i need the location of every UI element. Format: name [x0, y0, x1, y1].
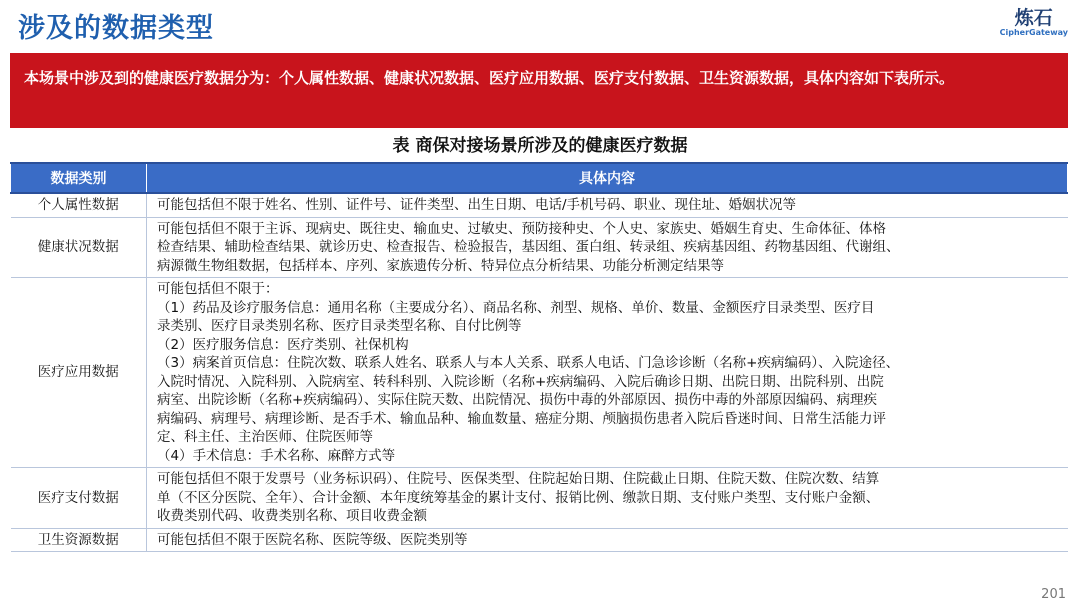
- company-logo: [1000, 8, 1068, 38]
- content-line: 定、科主任、主治医师、住院医师等: [157, 429, 373, 445]
- row-category: 医疗支付数据: [11, 468, 147, 529]
- content-line: 可能包括但不限于医院名称、医院等级、医院类别等: [157, 531, 468, 548]
- content-line: 病室、出院诊断（名称+疾病编码）、实际住院天数、出院情况、损伤中毒的外部原因、损伤中毒的外部原因编码、病理疾: [157, 392, 878, 408]
- table-header-row: [11, 163, 1068, 193]
- content-line: 可能包括但不限于姓名、性别、证件号、证件类型、出生日期、电话/手机号码、职业、现住址、婚姻状况等: [157, 197, 797, 213]
- content-line: 可能包括但不限于：: [157, 281, 279, 297]
- content-line: （4）手术信息：手术名称、麻醉方式等: [157, 447, 396, 464]
- table-row: [11, 217, 1068, 278]
- content-line: 病源微生物组数据，包括样本、序列、家族遗传分析、特异位点分析结果、功能分析测定结果等: [157, 257, 724, 274]
- data-table: [10, 162, 1068, 552]
- table-row: [11, 468, 1068, 529]
- logo-text-en: CipherGateway: [999, 28, 1068, 37]
- content-line: 可能包括但不限于主诉、现病史、既往史、输血史、过敏史、预防接种史、个人史、家族史、婚姻生育史、生命体征、体格: [157, 220, 886, 237]
- content-line: （2）医疗服务信息：医疗类别、社保机构: [157, 336, 409, 353]
- table-caption: 表 商保对接场景所涉及的健康医疗数据: [392, 136, 688, 156]
- content-line: 可能包括但不限于发票号（业务标识码）、住院号、医保类型、住院起始日期、住院截止日期、住院天数、住院次数、结算: [157, 471, 880, 487]
- content-line: 病编码、病理号、病理诊断、是否手术、输血品种、输血数量、癌症分期、颅脑损伤患者入院后昏迷时间、日常生活能力评: [157, 410, 886, 427]
- table-row: [11, 278, 1068, 468]
- page-number: 201: [1041, 587, 1066, 602]
- intro-text: 本场景中涉及到的健康医疗数据分为：个人属性数据、健康状况数据、医疗应用数据、医疗支付数据、卫生资源数据，具体内容如下表所示。: [24, 69, 955, 87]
- row-content: [147, 278, 1068, 468]
- content-line: 单（不区分医院、全年）、合计金额、本年度统筹基金的累计支付、报销比例、缴款日期、支付账户类型、支付账户金额、: [157, 489, 880, 506]
- row-content: [147, 468, 1068, 529]
- row-category: 个人属性数据: [11, 193, 147, 217]
- content-line: 录类别、医疗目录类别名称、医疗目录类型名称、自付比例等: [157, 318, 522, 334]
- table-body: [11, 193, 1068, 552]
- row-content: [147, 193, 1068, 217]
- logo-text-cn: 炼石: [1014, 7, 1053, 29]
- row-content: [147, 217, 1068, 278]
- content-line: 收费类别代码、收费类别名称、项目收费金额: [157, 508, 427, 524]
- content-line: （1）药品及诊疗服务信息：通用名称（主要成分名）、商品名称、剂型、规格、单价、数量、金额医疗目录类型、医疗目: [157, 299, 875, 316]
- row-category: 医疗应用数据: [11, 278, 147, 468]
- header-content: 具体内容: [147, 163, 1068, 193]
- page-title: 涉及的数据类型: [18, 13, 214, 44]
- content-line: 检查结果、辅助检查结果、就诊历史、检查报告、检验报告，基因组、蛋白组、转录组、疾病基因组、药物基因组、代谢组、: [157, 239, 900, 255]
- content-line: 入院时情况、入院科别、入院病室、转科科别、入院诊断（名称+疾病编码、入院后确诊日期、出院日期、出院科别、出院: [157, 373, 884, 390]
- table-row: [11, 193, 1068, 217]
- header-category: 数据类别: [11, 163, 147, 193]
- intro-banner: [10, 53, 1068, 128]
- row-content: [147, 528, 1068, 552]
- content-line: （3）病案首页信息：住院次数、联系人姓名、联系人与本人关系、联系人电话、门急诊诊断（名称+疾病编码）、入院途径、: [157, 355, 900, 371]
- table-row: [11, 528, 1068, 552]
- row-category: 健康状况数据: [11, 217, 147, 278]
- row-category: 卫生资源数据: [11, 528, 147, 552]
